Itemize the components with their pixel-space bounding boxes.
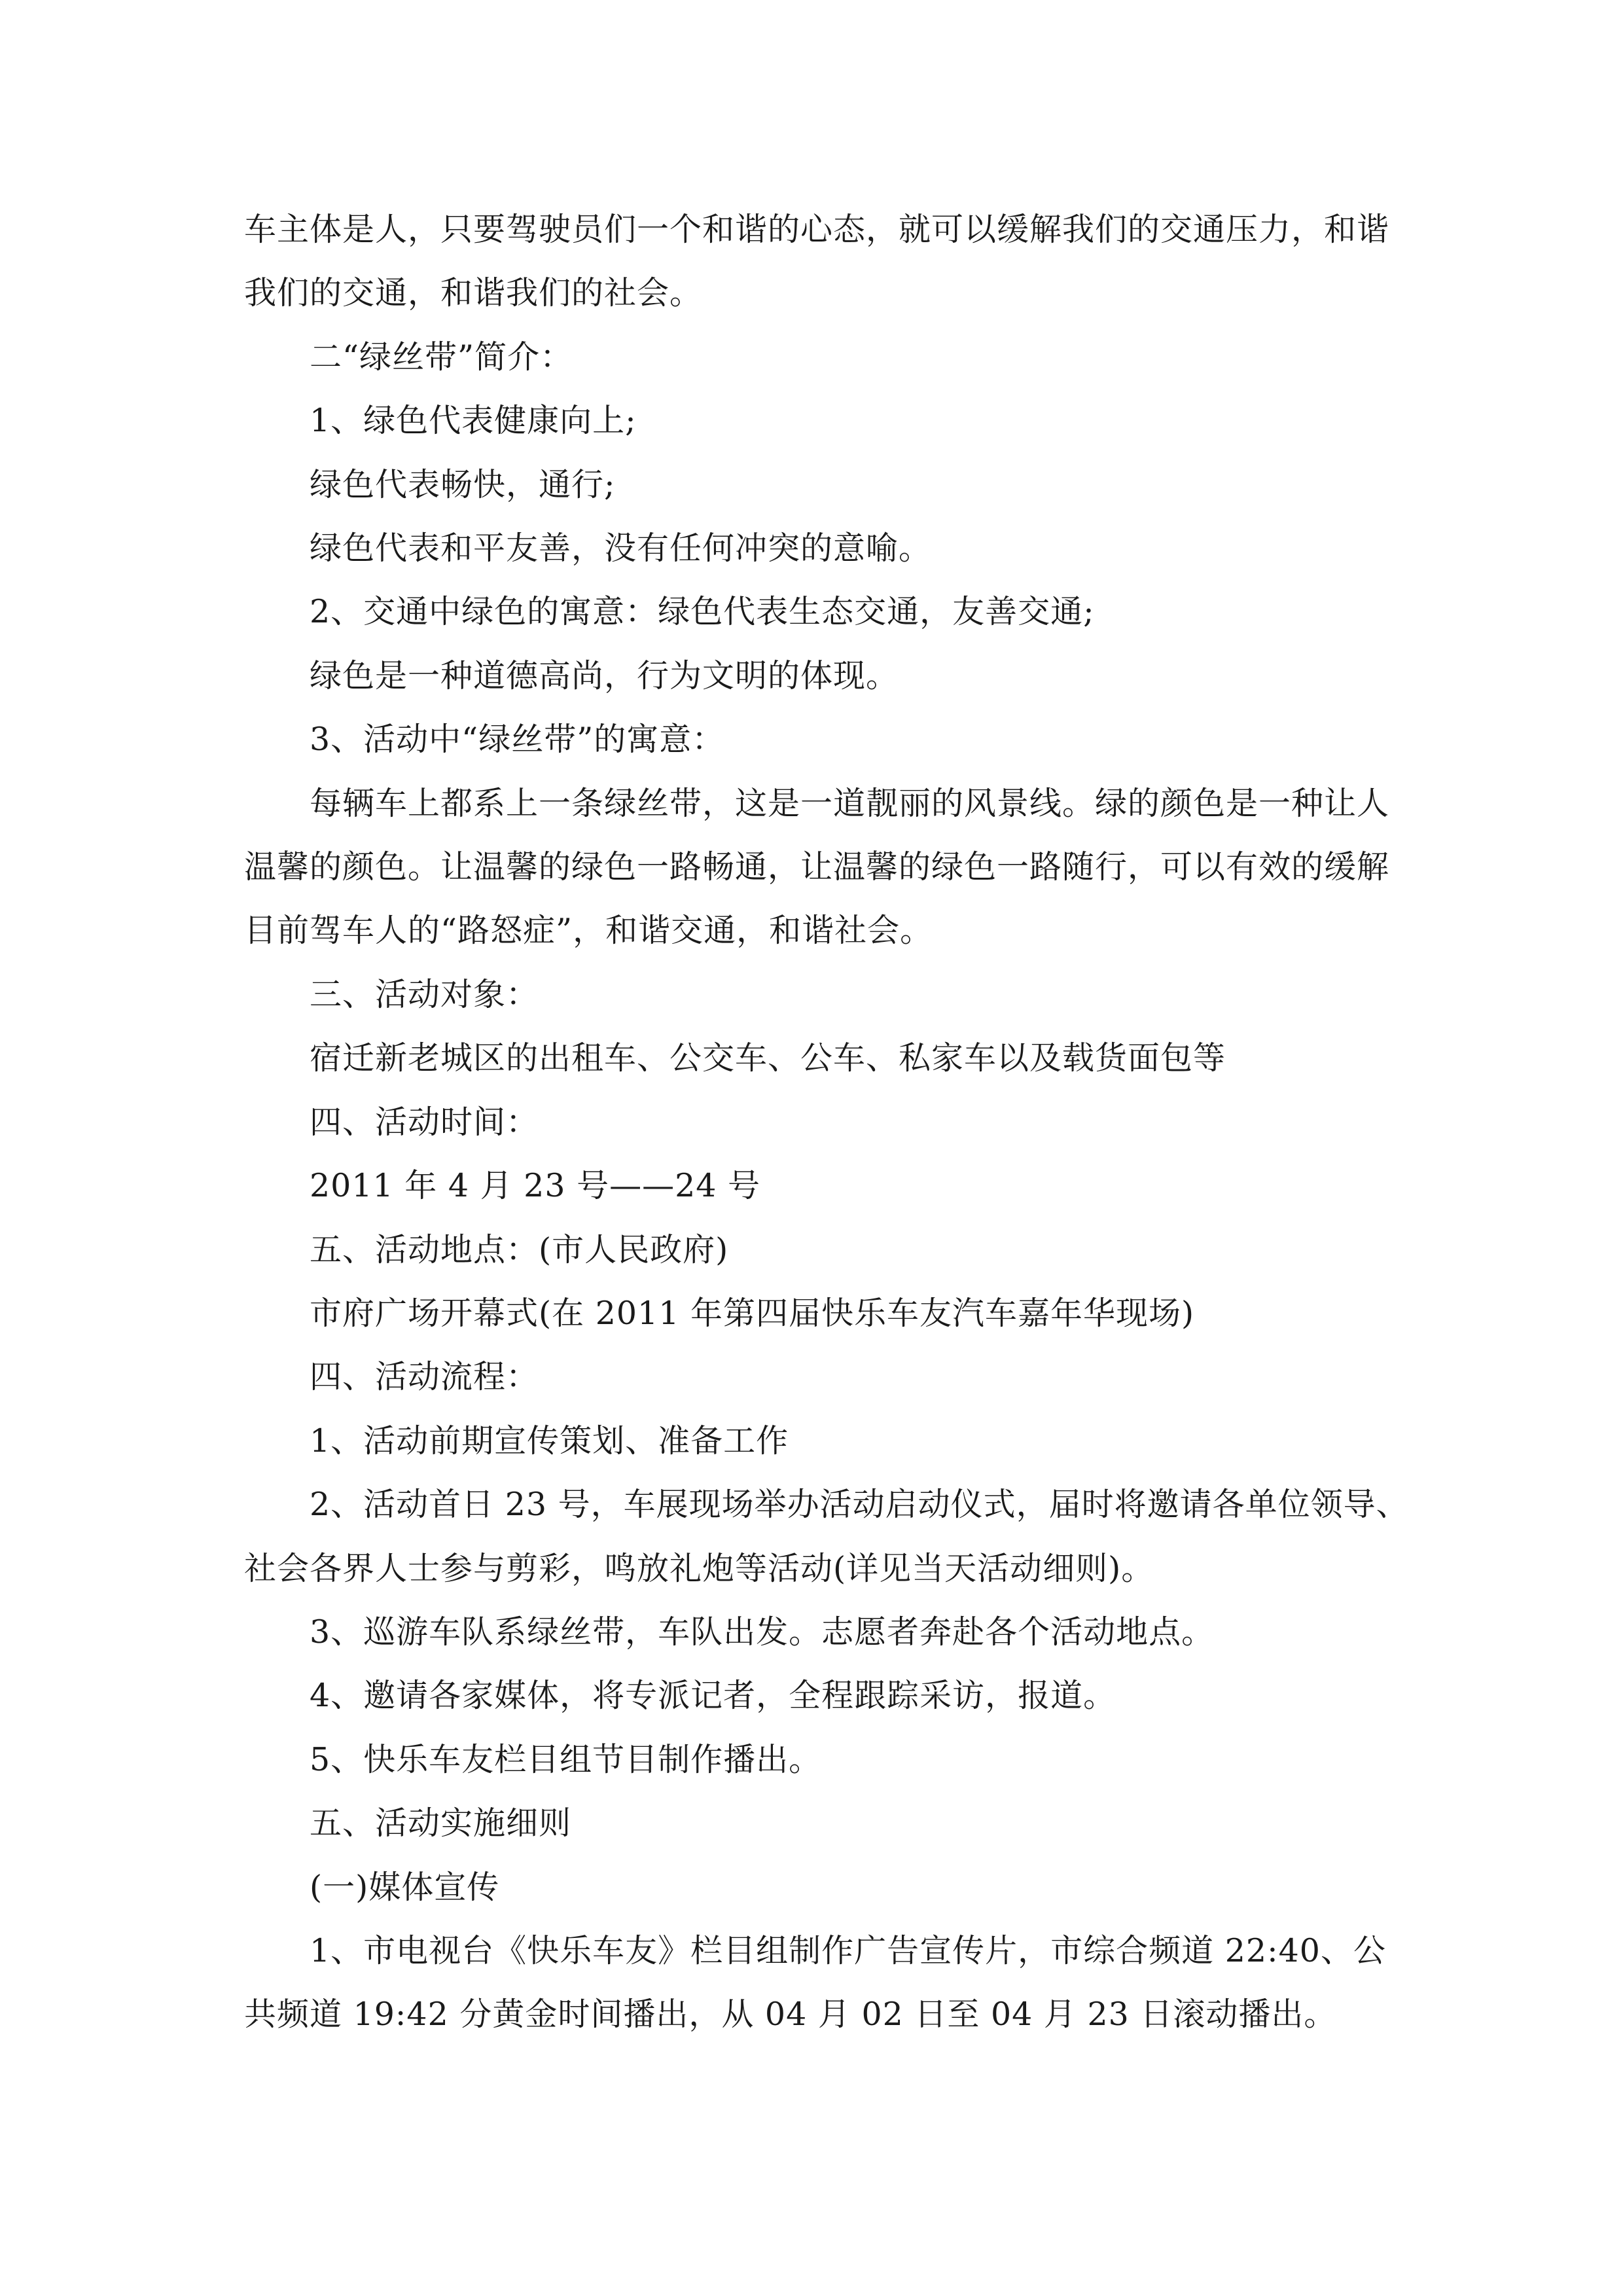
body-line: 2011 年 4 月 23 号——24 号 bbox=[310, 1167, 761, 1205]
section-heading: 二“绿丝带”简介： bbox=[310, 338, 573, 376]
body-line: 1、绿色代表健康向上; bbox=[310, 402, 637, 440]
section-heading: 五、活动实施细则 bbox=[310, 1804, 572, 1842]
body-line: 1、市电视台《快乐车友》栏目组制作广告宣传片，市综合频道 22:40、公 bbox=[310, 1931, 1386, 1969]
body-line: 温馨的颜色。让温馨的绿色一路畅通，让温馨的绿色一路随行，可以有效的缓解 bbox=[244, 848, 1390, 886]
section-heading: 四、活动时间： bbox=[310, 1103, 539, 1141]
body-line: 绿色代表畅快，通行; bbox=[310, 465, 616, 503]
body-line: 宿迁新老城区的出租车、公交车、公车、私家车以及载货面包等 bbox=[310, 1039, 1226, 1077]
section-heading: 四、活动流程： bbox=[310, 1358, 539, 1396]
body-line: 共频道 19:42 分黄金时间播出，从 04 月 02 日至 04 月 23 日滚动播出。 bbox=[244, 1996, 1337, 2034]
body-line: 每辆车上都系上一条绿丝带，这是一道靓丽的风景线。绿的颜色是一种让人 bbox=[310, 784, 1390, 822]
body-line: 5、快乐车友栏目组节目制作播出。 bbox=[310, 1740, 822, 1778]
body-line: 目前驾车人的“路怒症”，和谐交通，和谐社会。 bbox=[244, 912, 933, 950]
body-line: 车主体是人，只要驾驶员们一个和谐的心态，就可以缓解我们的交通压力，和谐 bbox=[244, 211, 1390, 248]
body-line: 3、巡游车队系绿丝带，车队出发。志愿者奔赴各个活动地点。 bbox=[310, 1613, 1215, 1651]
body-line: 绿色是一种道德高尚，行为文明的体现。 bbox=[310, 656, 899, 694]
body-line: 市府广场开幕式(在 2011 年第四届快乐车友汽车嘉年华现场) bbox=[310, 1294, 1195, 1332]
subsection-heading: (一)媒体宣传 bbox=[310, 1868, 500, 1906]
section-heading: 三、活动对象： bbox=[310, 975, 539, 1013]
body-line: 2、交通中绿色的寓意：绿色代表生态交通，友善交通; bbox=[310, 593, 1095, 631]
body-line: 2、活动首日 23 号，车展现场举办活动启动仪式，届时将邀请各单位领导、 bbox=[310, 1486, 1409, 1524]
document-body bbox=[244, 198, 1409, 2047]
body-line: 社会各界人士参与剪彩，鸣放礼炮等活动(详见当天活动细则)。 bbox=[244, 1549, 1154, 1587]
body-line: 1、活动前期宣传策划、准备工作 bbox=[310, 1422, 789, 1460]
body-line: 4、邀请各家媒体，将专派记者，全程跟踪采访，报道。 bbox=[310, 1677, 1116, 1715]
body-line: 3、活动中“绿丝带”的寓意： bbox=[310, 721, 725, 759]
section-heading: 五、活动地点：(市人民政府) bbox=[310, 1230, 729, 1268]
body-line: 绿色代表和平友善，没有任何冲突的意喻。 bbox=[310, 529, 932, 567]
body-line: 我们的交通，和谐我们的社会。 bbox=[244, 274, 703, 312]
